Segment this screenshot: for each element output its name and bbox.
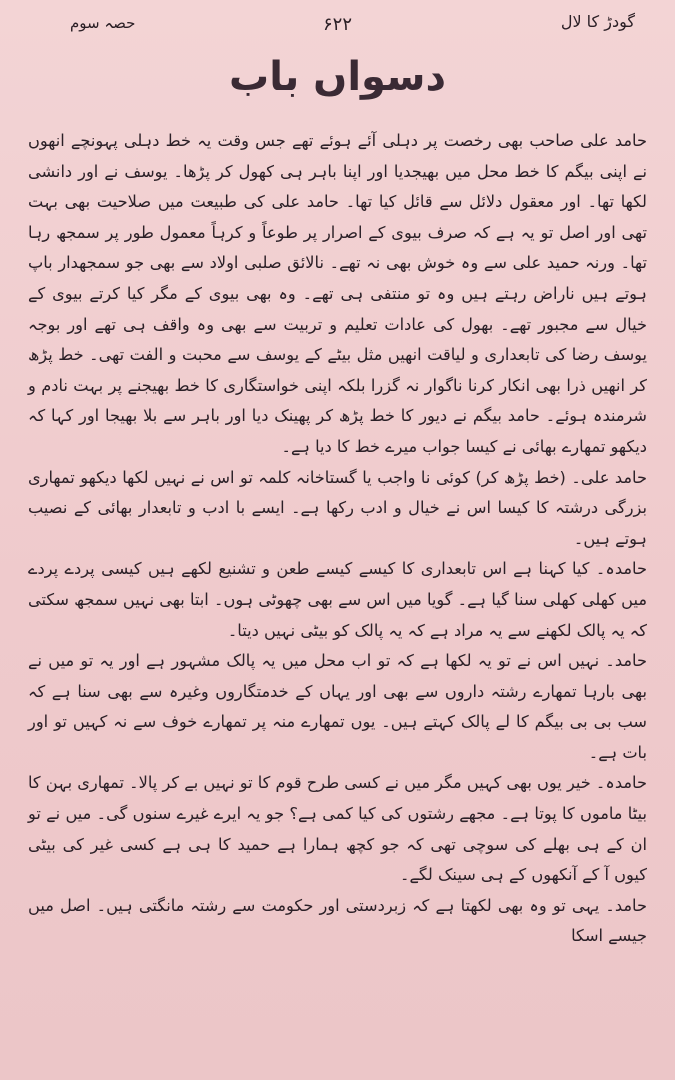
paragraph: حامدہ۔ کیا کہنا ہے اس تابعداری کا کیسے کیسے طعن و تشنیع لکھے ہیں کیسی پردے پردے میں کھلی کھلی سنا گیا ہے۔ گویا میں اس سے بھی چھوٹی ہوں۔ ابتا بھی نہیں سمجھ سکتی کہ یہ پالک لکھنے سے یہ مراد ہے کہ یہ پالک کو بیٹی نہیں دیتا۔ [28,559,647,640]
chapter-title: دسواں باب [229,54,446,100]
book-title: گودڑ کا لال [560,12,635,31]
paragraph: حامد علی صاحب بھی رخصت پر دہلی آئے ہوئے تھے جس وقت یہ خط دہلی پہونچے انھوں نے اپنی بیگم کا خط محل میں بھیجدیا اور اپنا باہر ہی کھول کر پڑھا۔ یوسف نے اور دانشی لکھا تھا۔ اور معقول دلائل سے قائل کیا تھا۔ حامد علی کی طبیعت میں صلاحیت بھی بہت تھی اور اصل تو یہ ہے کہ صرف بیوی کے اصرار پر طوعاً و کرہاً معمول طور پر سمجھ رہا تھا۔ ورنہ حمید علی سے وہ خوش بھی نہ تھے۔ نالائق صلبی اولاد سے بھی جو سمجھدار باپ ہوتے ہیں ناراض رہتے ہیں وہ تو منتفی ہی تھے۔ وہ بھی بیوی کے مگر کیا کرتے بیوی کے خیال سے مجبور تھے۔ بھول کی عادات تعلیم و تربیت سے بھی وہ واقف ہی تھے اور بوجہ یوسف رضا کی تابعداری و لیاقت انھیں مثل بیٹے کے یوسف سے محبت و الفت تھی۔ خط پڑھ کر انھیں ذرا بھی انکار کرنا ناگوار نہ گزرا بلکہ اپنی خواستگاری کا خط بھیجنے پر بہت نادم و شرمندہ ہوئے۔ حامد بیگم نے دیور کا خط پڑھ کر پھینک دیا اور باہر سے بلا بھیجا اور کہا کہ دیکھو تمھارے بھائی نے کیسا جواب میرے خط کا دیا ہے۔ [28,131,647,456]
body-text [28,126,647,1052]
paragraph: حامد۔ یہی تو وہ بھی لکھتا ہے کہ زبردستی اور حکومت سے رشتہ مانگتی ہیں۔ اصل میں جیسے اسکا [28,895,647,946]
running-header [0,6,675,40]
section-label: حصہ سوم [70,14,136,32]
paragraph: حامد۔ نہیں اس نے تو یہ لکھا ہے کہ تو اب محل میں یہ پالک مشہور ہے اور یہ تو میں نے بھی بارہا تمھارے رشتہ داروں سے بھی اور یہاں کے خدمتگاروں وغیرہ سے بھی سنا ہے کہ سب بی بی بیگم کا لے پالک کہتے ہیں۔ یوں تمھارے منہ پر تمھارے خوف سے نہ کہیں تو اور بات ہے۔ [28,651,647,762]
paragraph: حامد علی۔ (خط پڑھ کر) کوئی نا واجب یا گستاخانہ کلمہ تو اس نے نہیں لکھا دیکھو تمھاری بزرگی درشتہ کا کیسا اس نے خیال و ادب رکھا ہے۔ ایسے با ادب و تابعدار بھائی کے نصیب ہوتے ہیں۔ [28,467,647,548]
page-number: ۶۲۲ [322,14,352,35]
paragraph: حامدہ۔ خیر یوں بھی کہیں مگر میں نے کسی طرح قوم کا تو نہیں بے کر پالا۔ تمھاری بہن کا بیٹا ماموں کا پوتا ہے۔ مجھے رشتوں کی کیا کمی ہے؟ جو یہ ایرے غیرے سنوں گی۔ میں نے تو ان کے ہی بھلے کی سوچی تھی کہ جو کچھ ہمارا ہے حمید کا ہی ہے کسی غیر کی بیٹی کیوں آ کے آنکھوں کے ہی سینک لگے۔ [28,773,647,885]
